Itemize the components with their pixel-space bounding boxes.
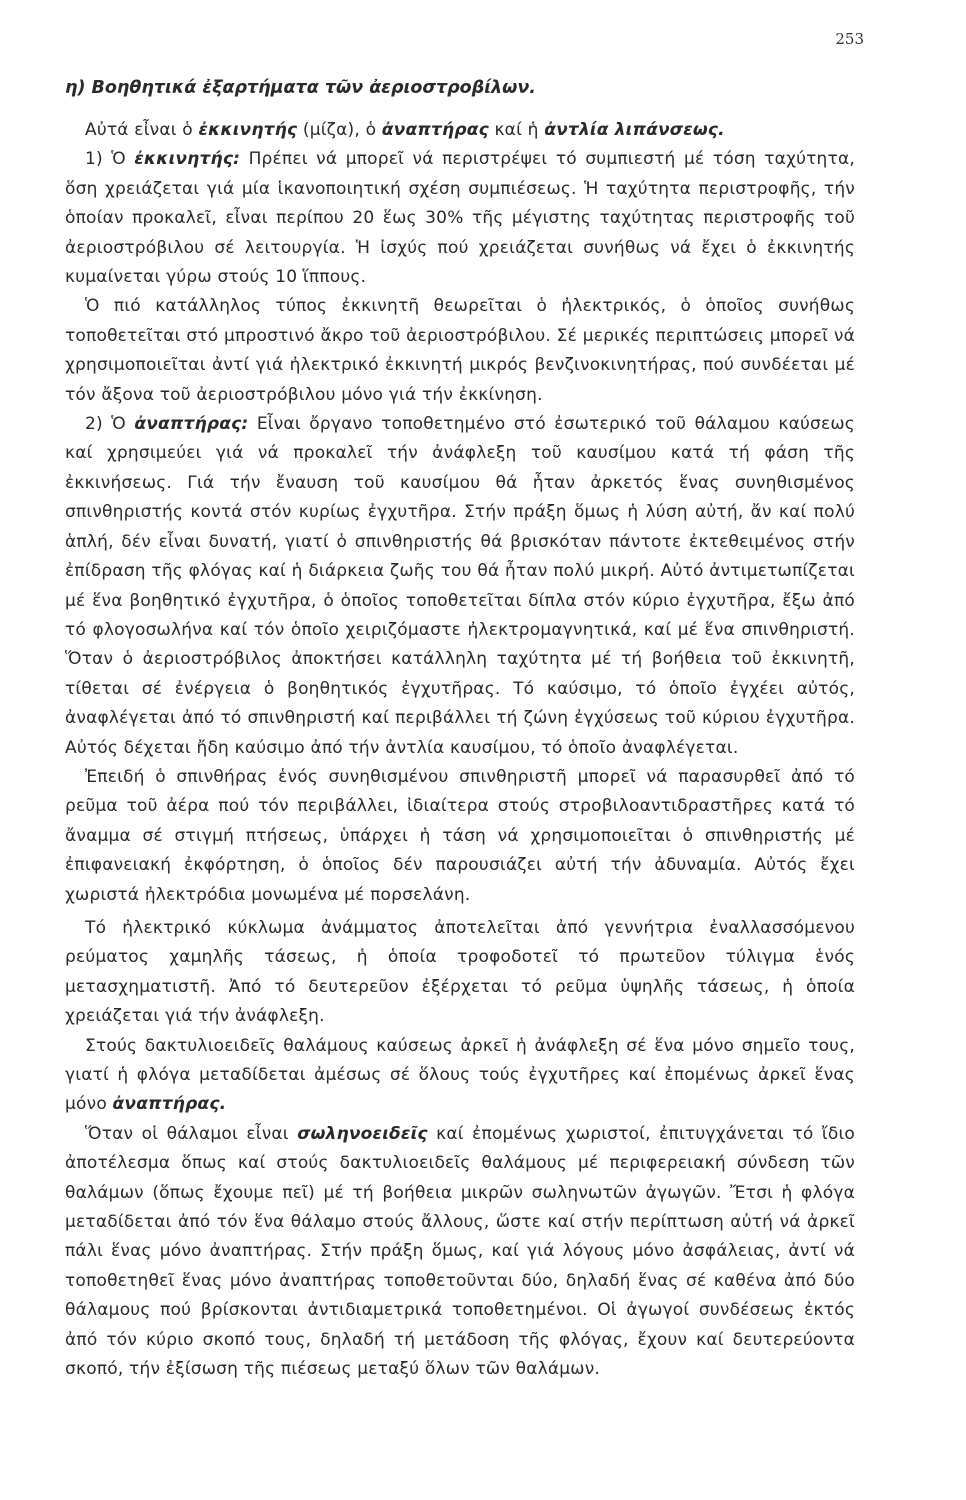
term-tubular: σωληνοειδεῖς <box>297 1123 428 1144</box>
paragraph-tubular-chambers <box>65 1120 855 1385</box>
term-igniter: ἀναπτήρας <box>381 120 489 140</box>
text-run: 2) Ὁ <box>85 414 135 435</box>
text-run: Αὐτά εἶναι ὁ <box>85 120 199 140</box>
term-starter-heading: ἐκκινητής: <box>134 149 241 170</box>
term-lubrication-pump: ἀντλία λιπάνσεως. <box>544 120 725 140</box>
body-text <box>65 116 855 1384</box>
paragraph-igniter <box>65 410 855 763</box>
text-run: Ὅταν οἱ θάλαμοι εἶναι <box>85 1123 298 1144</box>
section-heading: η) Βοηθητικά ἐξαρτήματα τῶν ἀεριοστροβίλων. <box>65 78 536 98</box>
paragraph-ignition-circuit: Τό ἠλεκτρικό κύκλωμα ἀνάμματος ἀποτελεῖται ἀπό γεννήτρια ἐναλλασσόμενου ρεύματος χαμηλῆς τάσεως, ἡ ὁποία τροφοδοτεῖ τό πρωτεῦον τύλιγμα ἑνός μετασχηματιστῆ. Ἀπό τό δευτερεῦον ἐξέρχεται τό ρεῦμα ὑψηλῆς τάσεως, ἡ ὁποία χρειάζεται γιά τήν ἀνάφλεξη. <box>65 917 855 1027</box>
text-run: Στούς δακτυλιοειδεῖς θαλάμους καύσεως ἀρκεῖ ἡ ἀνάφλεξη σέ ἕνα μόνο σημεῖο τους, γιατί ἡ φλόγα μεταδίδεται ἀμέσως σέ ὅλους τούς ἐγχυτῆρες καί ἐπομένως ἀρκεῖ ἕνας μόνο <box>65 1035 855 1115</box>
paragraph-spark-plug: Ἐπειδή ὁ σπινθήρας ἑνός συνηθισμένου σπινθηριστῆ μπορεῖ νά παρασυρθεῖ ἀπό τό ρεῦμα τοῦ ἀέρα πού τόν περιβάλλει, ἰδιαίτερα στούς στροβιλοαντιδραστῆρες κατά τό ἄναμμα σέ στιγμή πτήσεως, ὑπάρχει ἡ τάση νά χρησιμοποιεῖται ὁ σπινθηριστής μέ ἐπιφανειακή ἐκφόρτηση, ὁ ὁποῖος δέν παρουσιάζει αὐτή τήν ἀδυναμία. Αὐτός ἔχει χωριστά ἠλεκτρόδια μονωμένα μέ πορσελάνη. <box>65 766 855 905</box>
text-run: Εἶναι ὄργανο τοποθετημένο στό ἐσωτερικό τοῦ θάλαμου καύσεως καί χρησιμεύει γιά νά προκαλεῖ τήν ἀνάφλεξη τοῦ καυσίμου κατά τή φάση τῆς ἐκκινήσεως. Γιά τήν ἔναυση τοῦ καυσίμου θά ἦταν ἀρκετός ἕνας συνηθισμένος σπινθηριστής κοντά στόν κυρίως ἐγχυτῆρα. Στήν πράξη ὅμως ἡ λύση αὐτή, ἄν καί πολύ ἁπλή, δέν εἶναι δυνατή, γιατί ὁ σπινθηριστής θά βρισκόταν πάντοτε ἐκτεθειμένος στήν ἐπίδραση τῆς φλόγας καί ἡ διάρκεια ζωῆς του θά ἦταν πολύ μικρή. Αὐτό ἀντιμετωπίζεται μέ ἕνα βοηθητικό ἐγχυτῆρα, ὁ ὁποῖος τοποθετεῖται δίπλα στόν κύριο ἐγχυτῆρα, ἔξω ἀπό τό φλογοσωλήνα καί τόν ὁποῖο χειριζόμαστε ἠλεκτρομαγνητικά, καί μέ ἕνα σπινθηριστή. Ὅταν ὁ ἀεριοστρόβιλος ἀποκτήσει κατάλληλη ταχύτητα μέ τή βοήθεια τοῦ ἐκκινητῆ, τίθεται σέ ἐνέργεια ὁ βοηθητικός ἐγχυτῆρας. Τό καύσιμο, τό ὁποῖο ἐγχέει αὐτός, ἀναφλέγεται ἀπό τό σπινθηριστή καί περιβάλλει τή ζώνη ἐγχύσεως τοῦ κύριου ἐγχυτῆρα. Αὐτός δέχεται ἤδη καύσιμο ἀπό τήν ἀντλία καυσίμου, τό ὁποῖο ἀναφλέγεται. <box>65 414 855 758</box>
paragraph-starter <box>65 145 855 292</box>
text-run: καί ἡ <box>488 120 545 140</box>
text-run: 1) Ὁ <box>85 149 135 170</box>
paragraph-intro <box>65 116 855 145</box>
text-run: (μίζα), ὁ <box>297 120 382 140</box>
text-run: καί ἐπομένως χωριστοί, ἐπιτυγχάνεται τό ἴδιο ἀποτέλεσμα ὅπως καί στούς δακτυλιοειδεῖς θαλάμους μέ περιφερειακή σύνδεση τῶν θαλάμων (ὅπως ἔχουμε πεῖ) μέ τή βοήθεια μικρῶν σωληνωτῶν ἀγωγῶν. Ἔτσι ἡ φλόγα μεταδίδεται ἀπό τόν ἕνα θάλαμο στούς ἄλλους, ὥστε καί στήν περίπτωση αὐτή νά ἀρκεῖ πάλι ἕνας μόνο ἀναπτήρας. Στήν πράξη ὅμως, καί γιά λόγους μόνο ἀσφάλειας, ἀντί νά τοποθετηθεῖ ἕνας μόνο ἀναπτήρας τοποθετοῦνται δύο, δηλαδή ἕνας σέ καθένα ἀπό δύο θάλαμους πού βρίσκονται ἀντιδιαμετρικά τοποθετημένοι. Οἱ ἀγωγοί συνδέσεως ἐκτός ἀπό τόν κύριο σκοπό τους, δηλαδή τή μετάδοση τῆς φλόγας, ἔχουν καί δευτερεύοντα σκοπό, τήν ἐξίσωση τῆς πιέσεως μεταξύ ὅλων τῶν θαλάμων. <box>65 1123 856 1380</box>
paragraph-annular-chambers <box>65 1032 855 1120</box>
paragraph-electric-starter: Ὁ πιό κατάλληλος τύπος ἐκκινητῆ θεωρεῖται ὁ ἠλεκτρικός, ὁ ὁποῖος συνήθως τοποθετεῖται στό μπροστινό ἄκρο τοῦ ἀεριοστρόβιλου. Σέ μερικές περιπτώσεις μπορεῖ νά χρησιμοποιεῖται ἀντί γιά ἠλεκτρικό ἐκκινητή μικρός βενζινοκινητήρας, πού συνδέεται μέ τόν ἄξονα τοῦ ἀεριοστρόβιλου μόνο γιά τήν ἐκκίνηση. <box>65 296 855 405</box>
text-run: Πρέπει νά μπορεῖ νά περιστρέψει τό συμπιεστή μέ τόση ταχύτητα, ὅση χρειάζεται γιά μία ἱκανοποιητική σχέση συμπιέσεως. Ἡ ταχύτητα περιστροφῆς, τήν ὁποίαν προκαλεῖ, εἶναι περίπου 20 ἕως 30% τῆς μέγιστης ταχύτητας περιστροφῆς τοῦ ἀεριοστρόβιλου σέ λειτουργία. Ἡ ἰσχύς πού χρειάζεται συνήθως νά ἔχει ὁ ἐκκινητής κυμαίνεται γύρω στούς 10 ἵππους. <box>65 149 855 288</box>
page-number: 253 <box>835 30 864 48</box>
term-igniter-heading: ἀναπτήρας: <box>134 414 249 435</box>
term-starter: ἐκκινητής <box>198 120 298 140</box>
term-igniter-single: ἀναπτήρας. <box>112 1094 227 1115</box>
